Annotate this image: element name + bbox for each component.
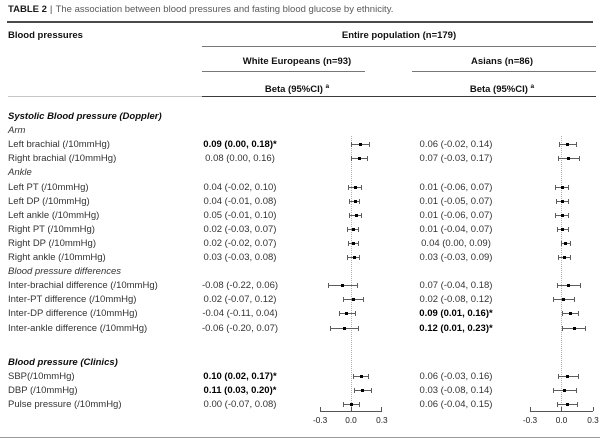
point-marker — [561, 228, 564, 231]
beta-value-white-europeans: 0.05 (-0.01, 0.10) — [203, 209, 277, 221]
ci-cap-low — [353, 374, 354, 379]
beta-value-asians: 0.01 (-0.06, 0.07) — [419, 181, 493, 193]
point-marker — [561, 200, 564, 203]
ci-cap-low — [330, 326, 331, 331]
row-label: Blood pressure (Clinics) — [8, 357, 118, 369]
ci-cap-high — [355, 311, 356, 316]
beta-value-asians: 0.03 (-0.08, 0.14) — [419, 385, 493, 397]
point-marker — [341, 284, 344, 287]
axis-tick-label: 0.0 — [345, 415, 357, 425]
beta-value-white-europeans: 0.08 (0.00, 0.16) — [205, 153, 275, 165]
point-marker — [569, 312, 572, 315]
ci-cap-low — [347, 227, 348, 232]
point-marker — [563, 389, 566, 392]
row-label: Inter-DP difference (/10mmHg) — [8, 308, 138, 320]
point-marker — [354, 186, 357, 189]
beta-value-white-europeans: 0.11 (0.03, 0.20)* — [203, 385, 277, 397]
ci-cap-high — [368, 374, 369, 379]
row-label: DBP (/10mmHg) — [8, 385, 78, 397]
ci-cap-high — [576, 142, 577, 147]
beta-value-asians: 0.09 (0.01, 0.16)* — [419, 308, 493, 320]
ci-cap-high — [577, 402, 578, 407]
ci-cap-high — [576, 388, 577, 393]
beta-value-asians: 0.07 (-0.04, 0.18) — [419, 280, 493, 292]
axis-tick — [530, 407, 531, 411]
point-marker — [566, 403, 569, 406]
white-europeans-rule — [202, 71, 365, 72]
ci-cap-low — [555, 185, 556, 190]
ci-cap-high — [578, 311, 579, 316]
axis-tick — [320, 407, 321, 411]
row-label: Inter-brachial difference (/10mmHg) — [8, 280, 158, 292]
ci-cap-low — [557, 402, 558, 407]
ci-cap-high — [585, 326, 586, 331]
beta-value-asians: 0.06 (-0.04, 0.15) — [419, 399, 493, 411]
point-marker — [343, 327, 346, 330]
row-label: Right DP (/10mmHg) — [8, 237, 96, 249]
column-header-entire-population: Entire population (n=179) — [341, 29, 457, 41]
beta-value-white-europeans: 0.04 (-0.02, 0.10) — [203, 181, 277, 193]
ci-cap-low — [558, 156, 559, 161]
ci-cap-high — [359, 199, 360, 204]
row-label: SBP(/10mmHg) — [8, 371, 75, 383]
ci-cap-low — [557, 283, 558, 288]
asians-rule — [412, 71, 596, 72]
header-rule-right — [202, 96, 596, 97]
ci-cap-high — [570, 241, 571, 246]
row-label: Blood pressure differences — [8, 266, 122, 278]
ci-cap-low — [349, 213, 350, 218]
column-header-asians: Asians (n=86) — [470, 56, 534, 67]
ci-cap-low — [553, 388, 554, 393]
row-label: Right brachial (/10mmHg) — [8, 153, 117, 165]
ci-cap-low — [561, 241, 562, 246]
point-marker — [360, 375, 363, 378]
x-axis-asians — [530, 411, 593, 412]
ci-cap-low — [348, 185, 349, 190]
ci-cap-low — [339, 311, 340, 316]
point-marker — [563, 256, 566, 259]
ci-cap-low — [562, 326, 563, 331]
ci-cap-low — [562, 311, 563, 316]
row-label: Left brachial (/10mmHg) — [8, 139, 110, 151]
ci-cap-low — [556, 199, 557, 204]
ci-cap-high — [570, 255, 571, 260]
ci-cap-high — [363, 297, 364, 302]
ci-cap-high — [367, 156, 368, 161]
ci-cap-high — [578, 374, 579, 379]
point-marker — [353, 256, 356, 259]
beta-value-white-europeans: 0.02 (-0.03, 0.07) — [203, 223, 277, 235]
beta-header-asians: Beta (95%CI) $^a$ — [469, 83, 535, 96]
ci-cap-high — [579, 156, 580, 161]
row-label: Left ankle (/10mmHg) — [8, 209, 100, 221]
point-marker — [354, 200, 357, 203]
column-header-blood-pressures: Blood pressures — [8, 29, 83, 41]
beta-value-white-europeans: -0.08 (-0.22, 0.06) — [201, 280, 279, 292]
ci-cap-low — [558, 255, 559, 260]
header-rule-left — [8, 96, 202, 97]
beta-value-asians: 0.03 (-0.03, 0.09) — [419, 252, 493, 263]
ci-cap-low — [343, 402, 344, 407]
row-label: Arm — [8, 125, 26, 137]
ci-cap-high — [358, 241, 359, 246]
beta-value-white-europeans: -0.06 (-0.20, 0.07) — [201, 322, 279, 334]
beta-value-asians: 0.06 (-0.02, 0.14) — [419, 139, 493, 151]
bottom-rule — [0, 437, 600, 438]
row-label: Pulse pressure (/10mmHg) — [8, 399, 122, 411]
point-marker — [352, 228, 355, 231]
beta-value-white-europeans: 0.04 (-0.01, 0.08) — [203, 195, 277, 207]
ci-cap-low — [557, 227, 558, 232]
ci-cap-low — [354, 388, 355, 393]
axis-tick-label: 0.0 — [555, 415, 568, 425]
ci-cap-high — [358, 326, 359, 331]
beta-value-white-europeans: 0.03 (-0.03, 0.08) — [203, 252, 277, 263]
caption-text: The association between blood pressures and fasting blood glucose by ethnicity. — [55, 4, 394, 15]
beta-value-asians: 0.04 (0.00, 0.09) — [421, 237, 491, 249]
axis-tick-label: 0.3 — [376, 415, 388, 425]
caption-separator: | — [49, 4, 53, 15]
beta-value-asians: 0.06 (-0.03, 0.16) — [419, 371, 493, 383]
point-marker — [345, 312, 348, 315]
beta-value-asians: 0.02 (-0.08, 0.12) — [419, 294, 493, 306]
axis-tick-label: 0.3 — [587, 415, 599, 425]
ci-cap-high — [371, 388, 372, 393]
beta-value-white-europeans: 0.00 (-0.07, 0.08) — [203, 399, 277, 411]
axis-tick-label: -0.3 — [522, 415, 538, 425]
row-label: Inter-PT difference (/10mmHg) — [8, 294, 137, 306]
beta-value-asians: 0.01 (-0.05, 0.07) — [419, 195, 493, 207]
ci-cap-high — [361, 213, 362, 218]
point-marker — [564, 242, 567, 245]
ci-cap-high — [568, 185, 569, 190]
ci-cap-high — [358, 227, 359, 232]
ci-cap-low — [348, 241, 349, 246]
point-marker — [566, 143, 569, 146]
point-marker — [358, 157, 361, 160]
beta-value-asians: 0.01 (-0.04, 0.07) — [419, 223, 493, 235]
point-marker — [352, 242, 355, 245]
beta-value-asians: 0.12 (0.01, 0.23)* — [419, 322, 493, 334]
point-marker — [359, 143, 362, 146]
point-marker — [573, 327, 576, 330]
axis-tick — [593, 407, 594, 411]
beta-value-white-europeans: 0.02 (-0.02, 0.07) — [203, 237, 277, 249]
point-marker — [352, 298, 355, 301]
beta-value-white-europeans: 0.02 (-0.07, 0.12) — [203, 294, 277, 306]
axis-tick-label: -0.3 — [312, 415, 328, 425]
beta-value-white-europeans: 0.10 (0.02, 0.17)* — [203, 371, 277, 383]
ci-cap-low — [351, 156, 352, 161]
ci-cap-high — [580, 283, 581, 288]
ci-cap-low — [343, 297, 344, 302]
ci-cap-low — [553, 297, 554, 302]
beta-value-asians: 0.07 (-0.03, 0.17) — [419, 153, 493, 165]
row-label: Left PT (/10mmHg) — [8, 181, 89, 193]
point-marker — [562, 298, 565, 301]
point-marker — [350, 403, 353, 406]
ci-cap-low — [351, 142, 352, 147]
axis-tick — [381, 407, 382, 411]
ci-cap-low — [555, 213, 556, 218]
point-marker — [567, 284, 570, 287]
row-label: Inter-ankle difference (/10mmHg) — [8, 322, 148, 334]
beta-value-white-europeans: -0.04 (-0.11, 0.04) — [202, 308, 278, 320]
zero-line-asians — [561, 136, 562, 411]
beta-value-white-europeans: 0.09 (0.00, 0.18)* — [203, 139, 277, 151]
ci-cap-high — [359, 255, 360, 260]
ci-cap-high — [357, 283, 358, 288]
beta-header-white-europeans: Beta (95%CI) $^a$ — [264, 83, 330, 96]
row-label: Right PT (/10mmHg) — [8, 223, 95, 235]
table-number: TABLE 2 — [8, 4, 47, 15]
zero-line-white-europeans — [351, 136, 352, 411]
ci-cap-low — [347, 255, 348, 260]
row-label: Ankle — [8, 167, 32, 179]
ci-cap-high — [568, 227, 569, 232]
point-marker — [561, 186, 564, 189]
entire-population-rule — [202, 46, 596, 47]
ci-cap-high — [568, 213, 569, 218]
point-marker — [561, 214, 564, 217]
ci-cap-high — [361, 185, 362, 190]
ci-cap-high — [369, 142, 370, 147]
axis-tick — [561, 407, 562, 411]
beta-value-asians: 0.01 (-0.06, 0.07) — [419, 209, 493, 221]
ci-cap-high — [359, 402, 360, 407]
point-marker — [566, 375, 569, 378]
row-label: Left DP (/10mmHg) — [8, 195, 90, 207]
column-header-white-europeans: White Europeans (n=93) — [242, 56, 352, 67]
footnote-marker-a: a — [530, 83, 535, 90]
ci-cap-low — [559, 142, 560, 147]
x-axis-white-europeans — [320, 411, 382, 412]
row-label: Systolic Blood pressure (Doppler) — [8, 111, 162, 122]
footnote-marker-a: a — [325, 83, 330, 90]
point-marker — [567, 157, 570, 160]
ci-cap-high — [574, 297, 575, 302]
axis-tick — [351, 407, 352, 411]
point-marker — [361, 389, 364, 392]
ci-cap-high — [568, 199, 569, 204]
row-label: Right ankle (/10mmHg) — [8, 252, 106, 263]
ci-cap-low — [349, 199, 350, 204]
top-rule — [7, 21, 593, 23]
ci-cap-low — [558, 374, 559, 379]
point-marker — [355, 214, 358, 217]
table-caption — [8, 4, 393, 15]
ci-cap-low — [328, 283, 329, 288]
